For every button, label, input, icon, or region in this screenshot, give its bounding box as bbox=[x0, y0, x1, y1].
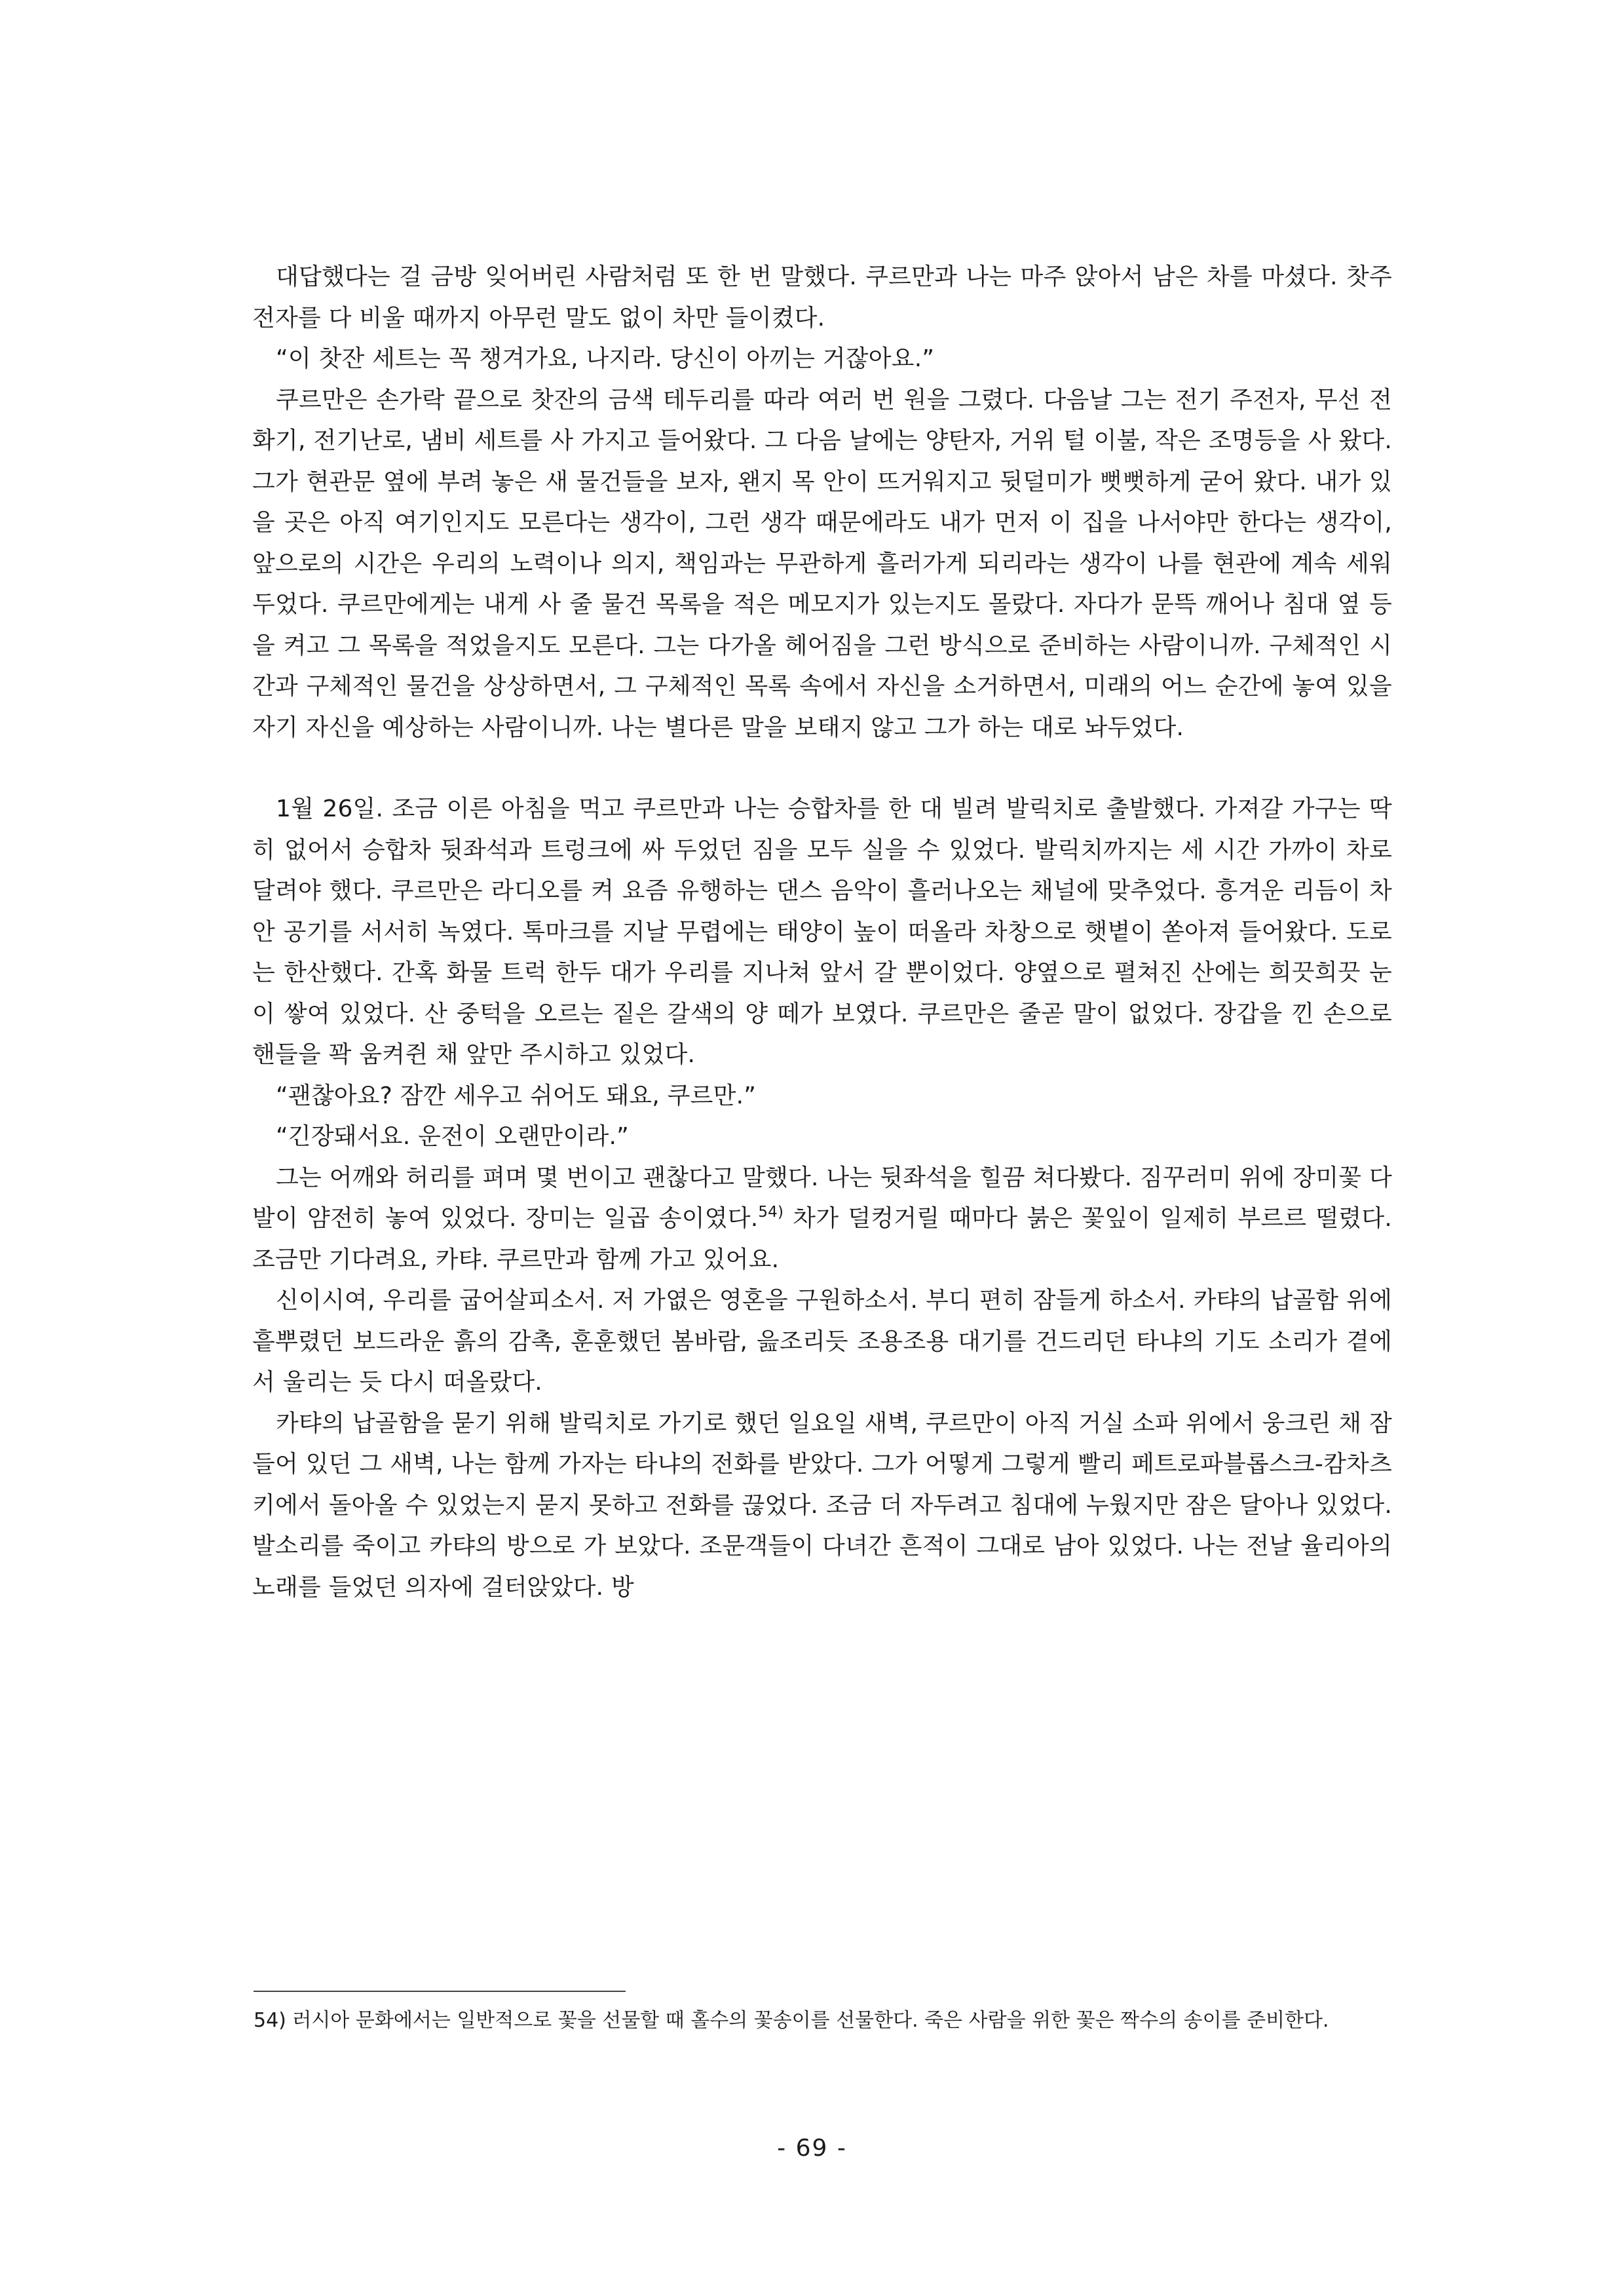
dialogue-line: “이 찻잔 세트는 꼭 챙겨가요, 나지라. 당신이 아끼는 거잖아요.” bbox=[276, 345, 935, 372]
section-break bbox=[252, 748, 1392, 789]
paragraph: 카탸의 납골함을 묻기 위해 발릭치로 가기로 했던 일요일 새벽, 쿠르만이 아직 거실 소파 위에서 웅크린 채 잠들어 있던 그 새벽, 나는 함께 가자는 타냐의 전화를 받았다. 그가 어떻게 그렇게 빨리 페트로파블롭스크-캄차츠키에서 돌아올 수 있었는지 묻지 못하고 전화를 끊었다. 조금 더 자두려고 침대에 누웠지만 잠은 달아나 있었다. 발소리를 죽이고 카탸의 방으로 가 보았다. 조문객들이 다녀간 흔적이 그대로 남아 있었다. 나는 전날 율리아의 노래를 들었던 의자에 걸터앉았다. 방 bbox=[252, 1409, 1392, 1601]
body-text bbox=[252, 257, 1392, 1608]
footnote: 54) 러시아 문화에서는 일반적으로 꽃을 선물할 때 홀수의 꽃송이를 선물한다. 죽은 사람을 위한 꽃은 짝수의 송이를 준비한다. bbox=[254, 2009, 1329, 2032]
page-number: - 69 - bbox=[777, 2135, 847, 2162]
dialogue-line: “괜찮아요? 잠깐 세우고 쉬어도 돼요, 쿠르만.” bbox=[276, 1082, 757, 1109]
paragraph-text: 차가 덜컹거릴 때마다 붉은 꽃잎이 일제히 부르르 떨렸다. 조금만 기다려요, 카탸. 쿠르만과 함께 가고 있어요. bbox=[252, 1205, 1392, 1273]
footnote-reference: 54) bbox=[758, 1204, 784, 1221]
paragraph: 대답했다는 걸 금방 잊어버린 사람처럼 또 한 번 말했다. 쿠르만과 나는 마주 앉아서 남은 차를 마셨다. 찻주전자를 다 비울 때까지 아무런 말도 없이 차만 들이켰다. bbox=[252, 263, 1392, 332]
paragraph-with-footnote bbox=[252, 1158, 1392, 1281]
paragraph-text: 그는 어깨와 허리를 펴며 몇 번이고 괜찮다고 말했다. 나는 뒷좌석을 힐끔 쳐다봤다. 짐꾸러미 위에 장미꽃 다발이 얌전히 놓여 있었다. 장미는 일곱 송이였다. bbox=[252, 1164, 1392, 1232]
dialogue-line: “긴장돼서요. 운전이 오랜만이라.” bbox=[276, 1123, 629, 1150]
paragraph: 1월 26일. 조금 이른 아침을 먹고 쿠르만과 나는 승합차를 한 대 빌려 발릭치로 출발했다. 가져갈 가구는 딱히 없어서 승합차 뒷좌석과 트렁크에 싸 두었던 짐을 모두 실을 수 있었다. 발릭치까지는 세 시간 가까이 차로 달려야 했다. 쿠르만은 라디오를 켜 요즘 유행하는 댄스 음악이 흘러나오는 채널에 맞추었다. 흥겨운 리듬이 차 안 공기를 서서히 녹였다. 톡마크를 지날 무렵에는 태양이 높이 떠올라 차창으로 햇볕이 쏟아져 들어왔다. 도로는 한산했다. 간혹 화물 트럭 한두 대가 우리를 지나쳐 앞서 갈 뿐이었다. 양옆으로 펼쳐진 산에는 희끗희끗 눈이 쌓여 있었다. 산 중턱을 오르는 짙은 갈색의 양 떼가 보였다. 쿠르만은 줄곧 말이 없었다. 장갑을 낀 손으로 핸들을 꽉 움켜쥔 채 앞만 주시하고 있었다. bbox=[252, 795, 1392, 1068]
footnote-divider bbox=[254, 1991, 626, 1992]
paragraph: 쿠르만은 손가락 끝으로 찻잔의 금색 테두리를 따라 여러 번 원을 그렸다. 다음날 그는 전기 주전자, 무선 전화기, 전기난로, 냄비 세트를 사 가지고 들어왔다. 그 다음 날에는 양탄자, 거위 털 이불, 작은 조명등을 사 왔다. 그가 현관문 옆에 부려 놓은 새 물건들을 보자, 왠지 목 안이 뜨거워지고 뒷덜미가 뻣뻣하게 굳어 왔다. 내가 있을 곳은 아직 여기인지도 모른다는 생각이, 그런 생각 때문에라도 내가 먼저 이 집을 나서야만 한다는 생각이, 앞으로의 시간은 우리의 노력이나 의지, 책임과는 무관하게 흘러가게 되리라는 생각이 나를 현관에 계속 세워 두었다. 쿠르만에게는 내게 사 줄 물건 목록을 적은 메모지가 있는지도 몰랐다. 자다가 문뜩 깨어나 침대 옆 등을 켜고 그 목록을 적었을지도 모른다. 그는 다가올 헤어짐을 그런 방식으로 준비하는 사람이니까. 구체적인 시간과 구체적인 물건을 상상하면서, 그 구체적인 목록 속에서 자신을 소거하면서, 미래의 어느 순간에 놓여 있을 자기 자신을 예상하는 사람이니까. 나는 별다른 말을 보태지 않고 그가 하는 대로 놔두었다. bbox=[252, 386, 1392, 741]
paragraph: 신이시여, 우리를 굽어살피소서. 저 가엾은 영혼을 구원하소서. 부디 편히 잠들게 하소서. 카탸의 납골함 위에 흩뿌렸던 보드라운 흙의 감촉, 훈훈했던 봄바람, 읊조리듯 조용조용 대기를 건드리던 타냐의 기도 소리가 곁에서 울리는 듯 다시 떠올랐다. bbox=[252, 1287, 1392, 1396]
